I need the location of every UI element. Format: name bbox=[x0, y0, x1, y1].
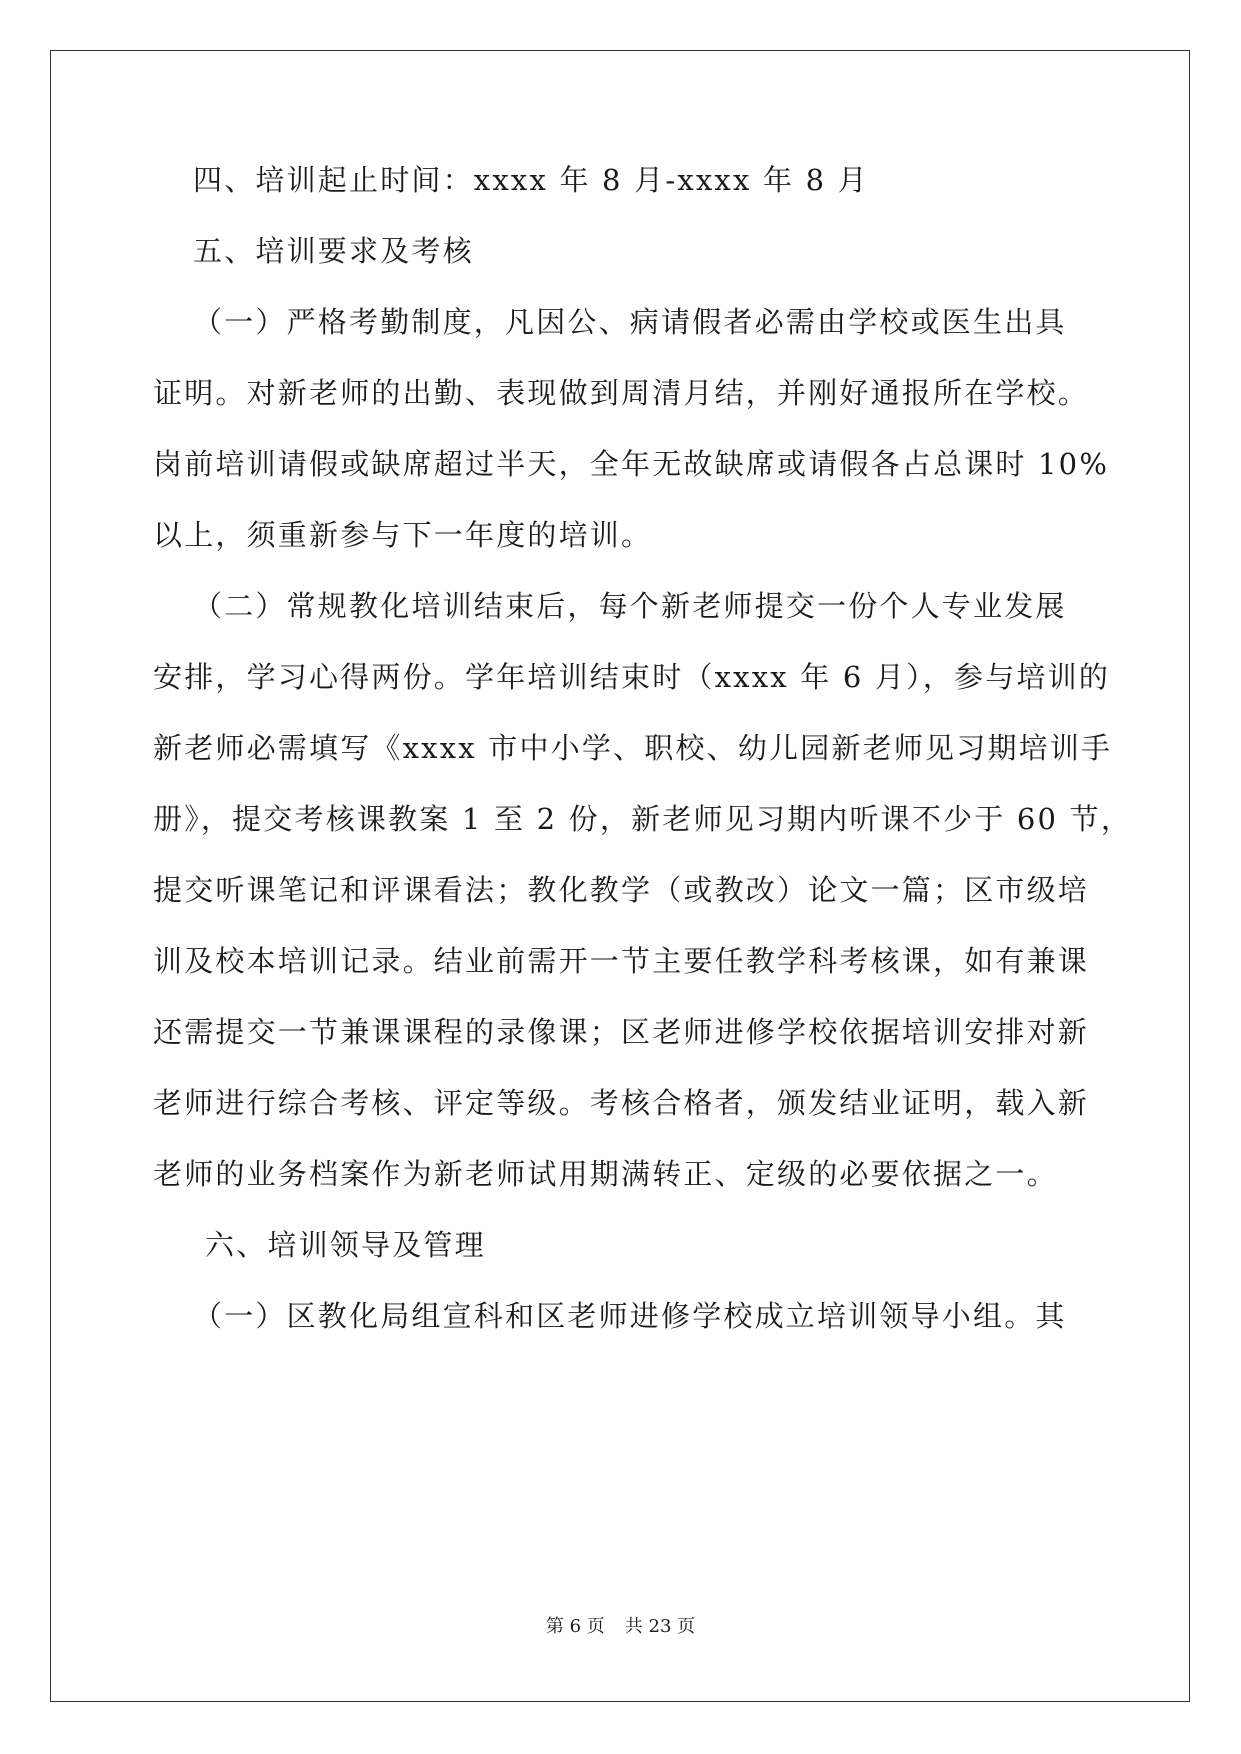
paragraph-line: 岗前培训请假或缺席超过半天，全年无故缺席或请假各占总课时 10% bbox=[153, 447, 1110, 481]
paragraph-line: 证明。对新老师的出勤、表现做到周清月结，并刚好通报所在学校。 bbox=[153, 376, 1090, 410]
page-total: 共 23 页 bbox=[624, 1616, 696, 1637]
page-footer bbox=[0, 1615, 1241, 1639]
paragraph-line: 以上，须重新参与下一年度的培训。 bbox=[153, 518, 653, 552]
paragraph-line: 还需提交一节兼课课程的录像课；区老师进修学校依据培训安排对新 bbox=[153, 1015, 1090, 1049]
paragraph-line: （一）严格考勤制度，凡因公、病请假者必需由学校或医生出具 bbox=[193, 305, 1067, 339]
paragraph-line: （一）区教化局组宣科和区老师进修学校成立培训领导小组。其 bbox=[193, 1299, 1067, 1333]
paragraph-line: 训及校本培训记录。结业前需开一节主要任教学科考核课，如有兼课 bbox=[153, 944, 1090, 978]
paragraph-line: 老师进行综合考核、评定等级。考核合格者，颁发结业证明，载入新 bbox=[153, 1086, 1090, 1120]
paragraph-line: （二）常规教化培训结束后，每个新老师提交一份个人专业发展 bbox=[193, 589, 1067, 623]
heading-training-leadership: 六、培训领导及管理 bbox=[205, 1228, 486, 1262]
heading-training-period: 四、培训起止时间：xxxx 年 8 月-xxxx 年 8 月 bbox=[193, 163, 869, 197]
page-number: 第 6 页 bbox=[545, 1616, 605, 1637]
heading-training-requirements: 五、培训要求及考核 bbox=[193, 234, 474, 268]
paragraph-line: 安排，学习心得两份。学年培训结束时（xxxx 年 6 月），参与培训的 bbox=[153, 660, 1111, 694]
paragraph-line: 老师的业务档案作为新老师试用期满转正、定级的必要依据之一。 bbox=[153, 1157, 1058, 1191]
paragraph-line: 册》，提交考核课教案 1 至 2 份，新老师见习期内听课不少于 60 节， bbox=[153, 802, 1133, 836]
paragraph-line: 新老师必需填写《xxxx 市中小学、职校、幼儿园新老师见习期培训手 bbox=[153, 731, 1113, 765]
paragraph-line: 提交听课笔记和评课看法；教化教学（或教改）论文一篇；区市级培 bbox=[153, 873, 1090, 907]
